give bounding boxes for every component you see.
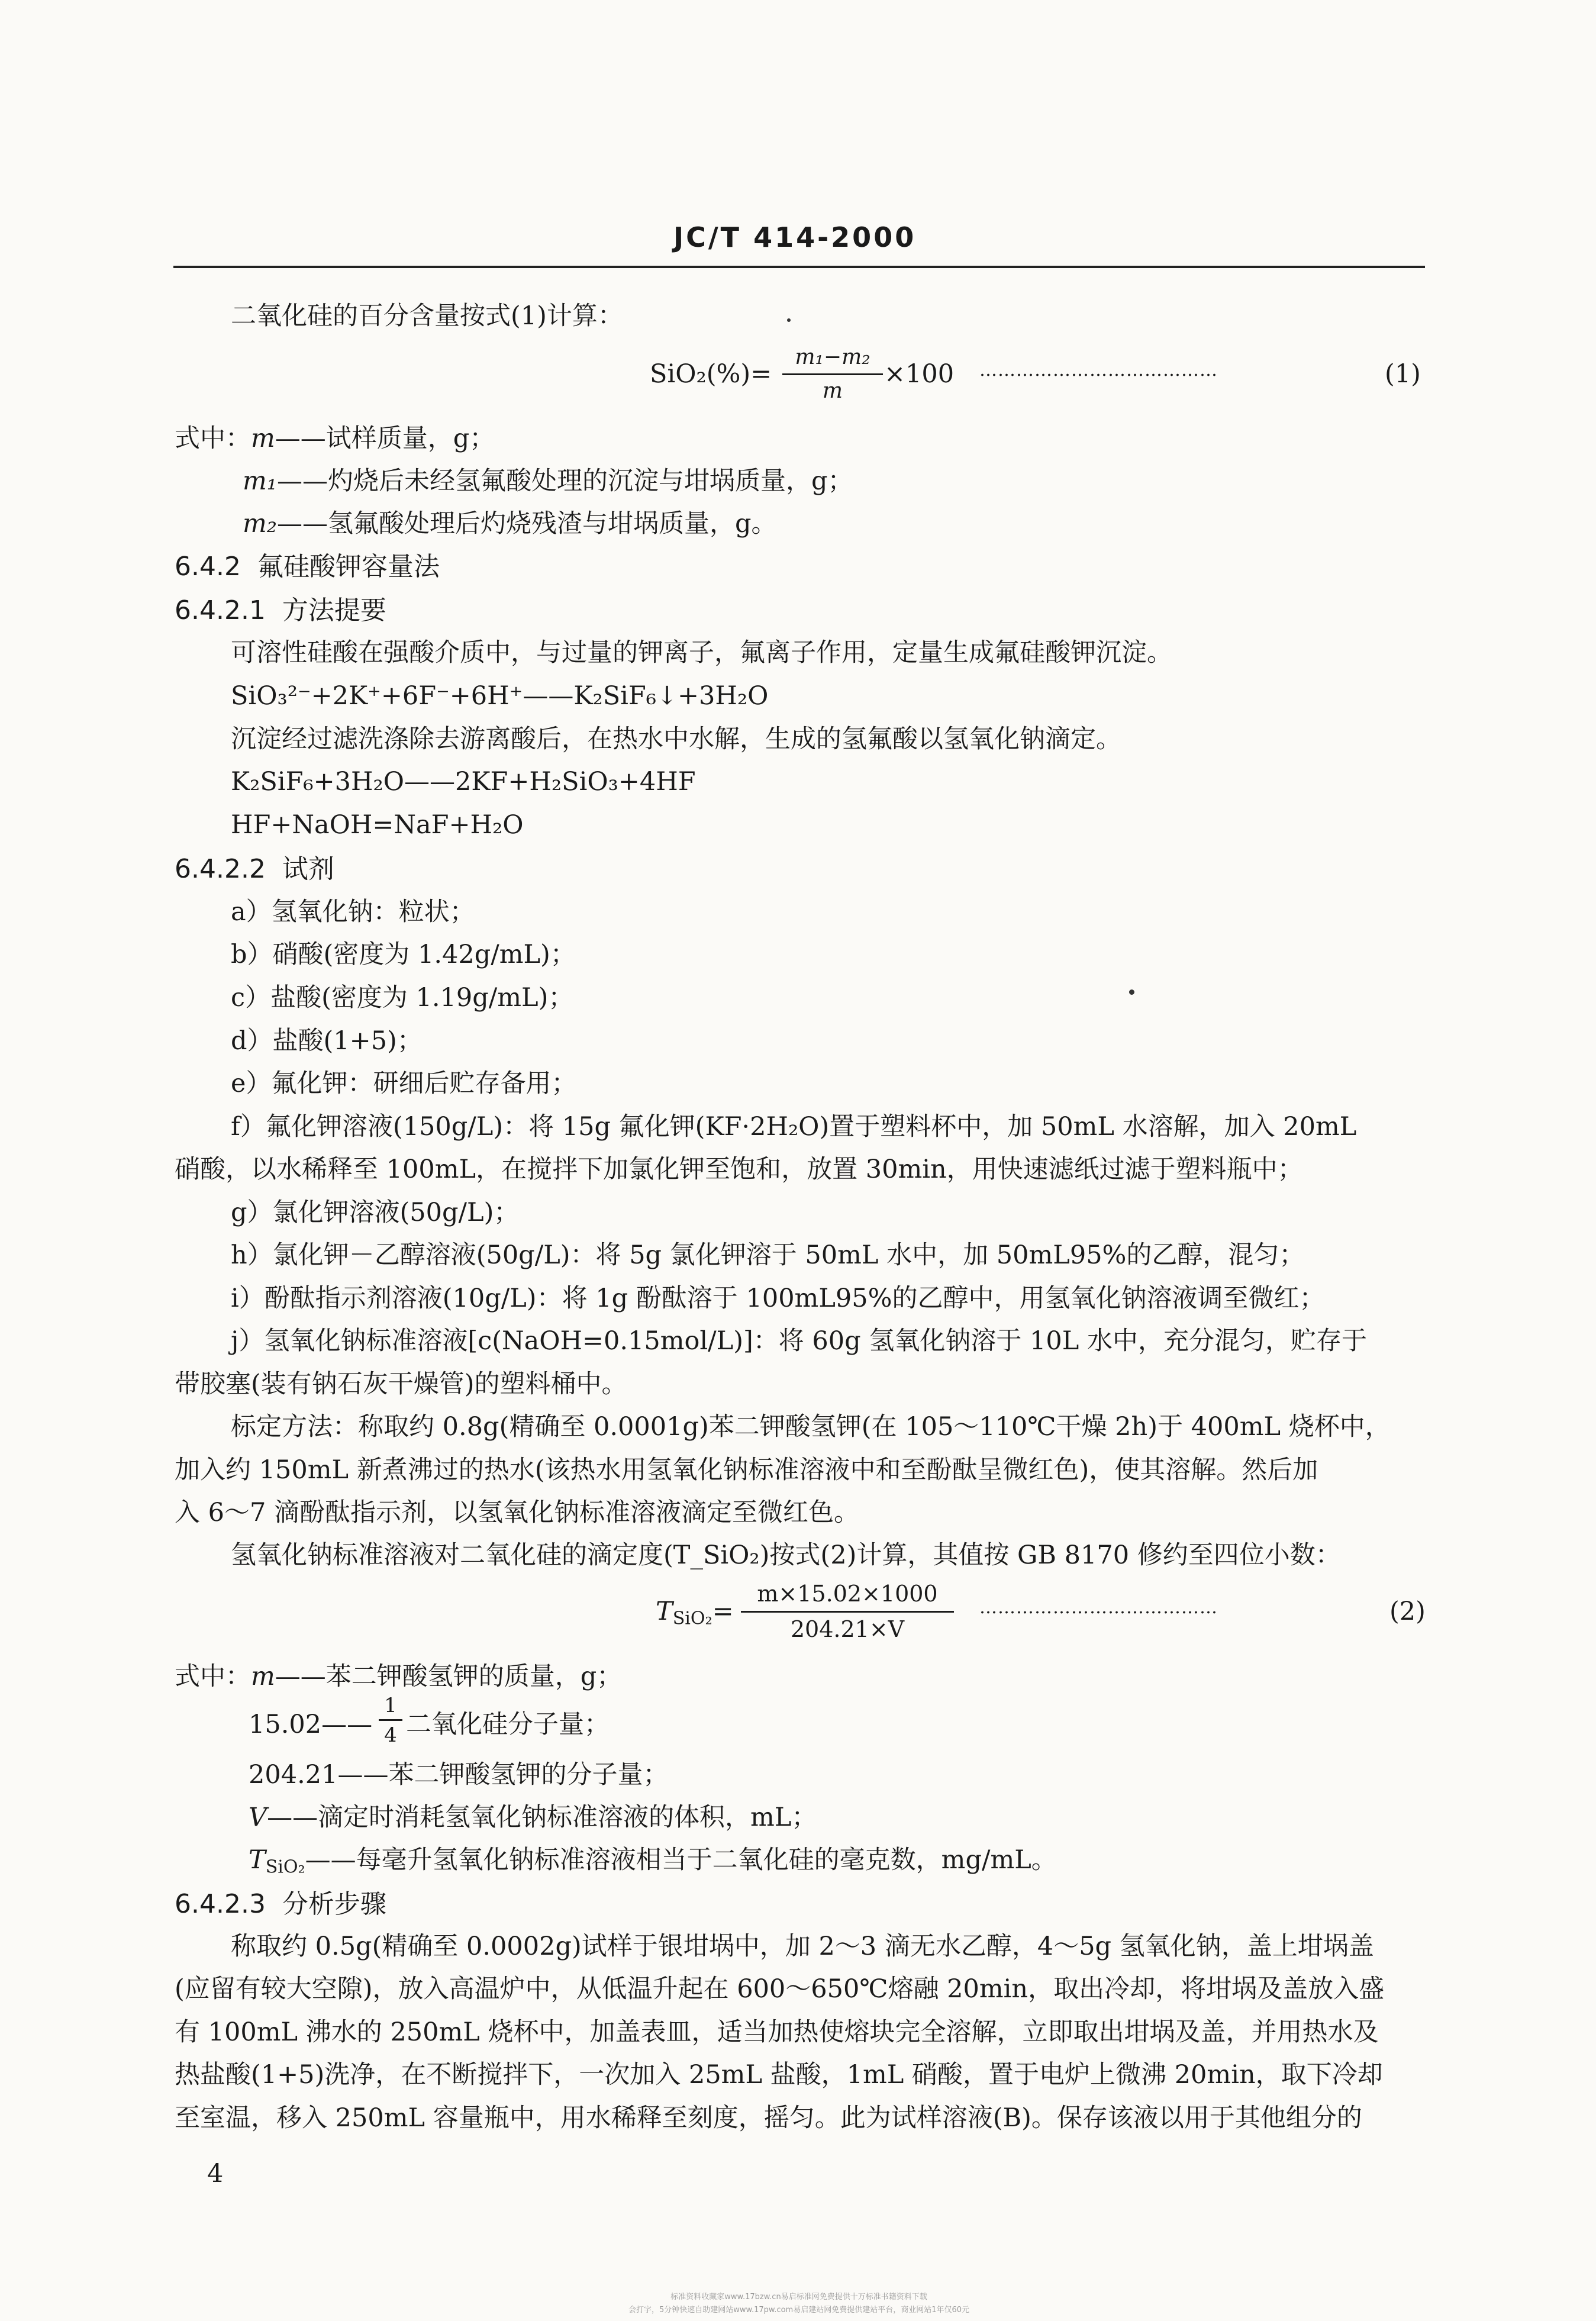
summary-paragraph-2: 沉淀经过滤洗涤除去游离酸后，在热水中水解，生成的氢氟酸以氢氧化钠滴定。	[231, 724, 1121, 754]
symbol-m-desc: ——苯二钾酸氢钾的质量，g；	[275, 1662, 623, 1691]
where-prefix: 式中：	[175, 1662, 251, 1691]
procedure-line-4: 热盐酸(1+5)洗净，在不断搅拌下，一次加入 25mL 盐酸，1mL 硝酸，置于电炉上微沸 20min，取下冷却	[175, 2060, 1383, 2090]
calibration-line-4: 氢氧化钠标准溶液对二氧化硅的滴定度(T_SiO₂)按式(2)计算，其值按 GB 8170 修约至四位小数：	[231, 1540, 1341, 1570]
symbol-v: V	[249, 1803, 267, 1832]
section-number: 6.4.2.3	[175, 1889, 266, 1919]
reagent-f-line-1: f）氟化钾溶液(150g/L)：将 15g 氟化钾(KF·2H₂O)置于塑料杯中，加 50mL 水溶解，加入 20mL	[231, 1112, 1357, 1142]
calibration-line-3: 入 6～7 滴酚酞指示剂，以氢氧化钠标准溶液滴定至微红色。	[175, 1498, 860, 1527]
calibration-line-2: 加入约 150mL 新煮沸过的热水(该热水用氢氧化钠标准溶液中和至酚酞呈微红色)，使其溶解。然后加	[175, 1455, 1318, 1485]
symbol-t-desc: ——每毫升氢氧化钠标准溶液相当于二氧化硅的毫克数，mg/mL。	[305, 1845, 1057, 1875]
value-15-02-dash: ——	[321, 1710, 373, 1739]
reagent-f-line-2: 硝酸，以水稀释至 100mL，在搅拌下加氯化钾至饱和，放置 30min，用快速滤纸过滤于塑料瓶中；	[175, 1155, 1303, 1184]
symbol-m2: m₂	[243, 509, 278, 539]
reaction-equation-1: SiO₃²⁻+2K⁺+6F⁻+6H⁺——K₂SiF₆↓+3H₂O	[231, 681, 769, 711]
symbol-m1: m₁	[243, 466, 278, 496]
formula-2-dots: …………………………………	[979, 1599, 1218, 1617]
section-6-4-2-1	[175, 595, 386, 626]
section-number: 6.4.2.1	[175, 595, 266, 626]
symbol-t-subscript: SiO₂	[265, 1856, 305, 1878]
procedure-line-5: 至室温，移入 250mL 容量瓶中，用水稀释至刻度，摇匀。此为试样溶液(B)。保存该液以用于其他组分的	[175, 2103, 1362, 2133]
reagent-j-line-2: 带胶塞(装有钠石灰干燥管)的塑料桶中。	[175, 1369, 627, 1399]
where-2-line-v	[249, 1805, 817, 1830]
formula-2-fraction-bar	[741, 1611, 954, 1613]
formula-2-lhs	[656, 1599, 734, 1628]
section-6-4-2	[175, 554, 440, 580]
procedure-line-3: 有 100mL 沸水的 250mL 烧杯中，加盖表皿，适当加热使熔块完全溶解，立即取出坩埚及盖，并用热水及	[175, 2017, 1379, 2047]
summary-paragraph-1: 可溶性硅酸在强酸介质中，与过量的钾离子，氟离子作用，定量生成氟硅酸钾沉淀。	[231, 638, 1172, 668]
formula-2-numerator: m×15.02×1000	[757, 1581, 938, 1607]
scan-speck	[1129, 989, 1134, 995]
reaction-equation-2: K₂SiF₆+3H₂O——2KF+H₂SiO₃+4HF	[231, 767, 696, 797]
value-15-02-number: 15.02	[249, 1710, 322, 1739]
reagent-j-line-1: j）氢氧化钠标准溶液[c(NaOH=0.15mol/L)]：将 60g 氢氧化钠溶于 10L 水中，充分混匀，贮存于	[231, 1326, 1367, 1356]
section-title: 试剂	[282, 854, 334, 884]
symbol-t: T	[249, 1845, 266, 1875]
value-15-02-desc: 二氧化硅分子量；	[406, 1710, 610, 1739]
procedure-line-2: (应留有较大空隙)，放入高温炉中，从低温升起在 600～650℃熔融 20min，取出冷却，将坩埚及盖放入盛	[175, 1974, 1385, 2004]
formula-2-denominator: 204.21×V	[790, 1616, 905, 1642]
formula-2-t-subscript: SiO₂	[672, 1608, 712, 1629]
standard-code: JC/T 414-2000	[673, 221, 917, 253]
where-2-line-204-21: 204.21——苯二钾酸氢钾的分子量；	[249, 1760, 669, 1790]
page-number: 4	[207, 2159, 224, 2188]
symbol-m1-desc: ——灼烧后未经氢氟酸处理的沉淀与坩埚质量，g；	[277, 466, 853, 496]
symbol-m-desc: ——试样质量，g；	[275, 424, 495, 453]
quarter-fraction-numerator: 1	[384, 1694, 397, 1717]
calibration-line-1: 标定方法：称取约 0.8g(精确至 0.0001g)苯二钾酸氢钾(在 105～110℃干燥 2h)于 400mL 烧杯中，	[231, 1412, 1391, 1442]
intro-line: 二氧化硅的百分含量按式(1)计算：	[231, 301, 623, 331]
footer-line-2: 会打字，5分钟快速自助建网站www.17pw.com易启建站网免费提供建站平台，商业网站1年仅60元	[628, 2306, 970, 2314]
section-title: 分析步骤	[282, 1889, 386, 1919]
formula-1-fraction-bar	[782, 373, 883, 375]
scan-speck	[787, 318, 791, 322]
formula-1-lhs: SiO₂(%)=	[650, 359, 772, 389]
where-1-line-m1	[243, 466, 853, 496]
formula-2-equals: =	[712, 1597, 734, 1626]
reagent-d: d）盐酸(1+5)；	[231, 1026, 423, 1056]
where-1-line-m2	[243, 511, 777, 537]
reagent-c: c）盐酸(密度为 1.19g/mL)；	[231, 983, 574, 1013]
procedure-line-1: 称取约 0.5g(精确至 0.0002g)试样于银坩埚中，加 2～3 滴无水乙醇，4～5g 氢氧化钠，盖上坩埚盖	[231, 1932, 1374, 1961]
quarter-fraction-bar	[379, 1719, 402, 1721]
reagent-e: e）氟化钾：研细后贮存备用；	[231, 1069, 577, 1098]
formula-1-number: (1)	[1385, 359, 1421, 389]
reagent-h: h）氯化钾－乙醇溶液(50g/L)：将 5g 氯化钾溶于 50mL 水中，加 50mL95%的乙醇，混匀；	[231, 1240, 1305, 1270]
reagent-a: a）氢氧化钠：粒状；	[231, 897, 475, 927]
symbol-v-desc: ——滴定时消耗氢氧化钠标准溶液的体积，mL；	[267, 1803, 817, 1832]
section-6-4-2-2	[175, 856, 334, 882]
formula-1-denominator: m	[822, 379, 843, 403]
section-number: 6.4.2.2	[175, 854, 266, 884]
where-1-line-m	[175, 426, 495, 452]
where-2-line-t	[249, 1845, 1057, 1878]
symbol-m: m	[251, 1662, 275, 1691]
formula-1-numerator: m₁−m₂	[795, 345, 870, 369]
section-6-4-2-3	[175, 1891, 386, 1917]
reagent-b: b）硝酸(密度为 1.42g/mL)；	[231, 940, 576, 969]
formula-2-number: (2)	[1389, 1597, 1426, 1626]
reaction-equation-3: HF+NaOH=NaF+H₂O	[231, 810, 524, 840]
where-prefix: 式中：	[175, 424, 251, 453]
section-title: 氟硅酸钾容量法	[257, 552, 440, 582]
section-title: 方法提要	[282, 595, 386, 626]
where-2-line-m	[175, 1664, 622, 1690]
quarter-fraction-denominator: 4	[384, 1723, 397, 1747]
footer-line-1: 标准资料收藏家www.17bzw.cn易启标准网免费提供十万标准书籍资料下载	[670, 2293, 927, 2301]
reagent-g: g）氯化钾溶液(50g/L)；	[231, 1198, 520, 1227]
header-rule	[173, 266, 1425, 268]
value-15-02	[249, 1712, 372, 1737]
symbol-m: m	[251, 424, 275, 453]
symbol-m2-desc: ——氢氟酸处理后灼烧残渣与坩埚质量，g。	[277, 509, 777, 539]
formula-1-dots: …………………………………	[979, 362, 1218, 379]
reagent-i: i）酚酞指示剂溶液(10g/L)：将 1g 酚酞溶于 100mL95%的乙醇中，用氢氧化钠溶液调至微红；	[231, 1284, 1325, 1313]
formula-2-t-symbol: T	[656, 1597, 673, 1626]
formula-1-rhs: ×100	[884, 359, 955, 389]
section-number: 6.4.2	[175, 552, 241, 582]
